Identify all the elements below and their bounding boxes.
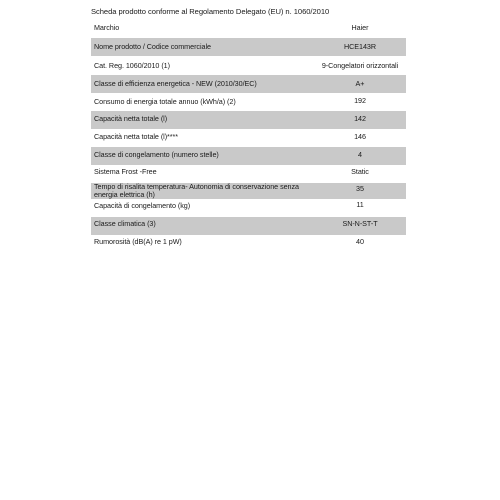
row-label: Nome prodotto / Codice commerciale (94, 42, 211, 51)
row-value: A+ (355, 79, 365, 88)
table-row (91, 183, 406, 199)
row-label: Classe climatica (3) (94, 219, 156, 228)
table-row (91, 38, 406, 56)
row-value: HCE143R (343, 42, 376, 51)
row-value: 40 (356, 237, 364, 246)
row-value: Haier (351, 23, 369, 32)
row-label: Capacità netta totale (l) (94, 114, 168, 123)
row-label: Classe di congelamento (numero stelle) (94, 150, 219, 159)
table-row (91, 235, 406, 253)
row-label: Classe di efficienza energetica - NEW (2010/30/EC) (94, 79, 257, 88)
row-label: Capacità di congelamento (kg) (94, 201, 191, 210)
document-title: Scheda prodotto conforme al Regolamento Delegato (EU) n. 1060/2010 (91, 7, 330, 16)
row-value: 142 (354, 114, 366, 123)
table-row (91, 165, 406, 183)
row-label: Rumorosità (dB(A) re 1 pW) (94, 237, 182, 246)
row-value: 146 (354, 132, 366, 141)
table-row (91, 199, 406, 217)
row-value: SN-N-ST-T (342, 219, 378, 228)
table-row (91, 147, 406, 165)
row-value: 11 (356, 200, 364, 209)
row-value: 192 (354, 96, 366, 105)
row-label: Cat. Reg. 1060/2010 (1) (94, 61, 170, 70)
table-row (91, 75, 406, 93)
table-row (91, 20, 406, 37)
row-label: Capacità netta totale (l)**** (94, 132, 179, 141)
row-label: Sistema Frost -Free (94, 167, 157, 176)
table-row (91, 129, 406, 147)
row-value: 35 (356, 184, 364, 193)
row-value: 9-Congelatori orizzontali (321, 61, 399, 70)
row-label: Marchio (94, 23, 120, 32)
table-row (91, 93, 406, 111)
row-label: Consumo di energia totale annuo (kWh/a) (2) (94, 97, 236, 106)
row-value: Static (351, 167, 369, 176)
table-row (91, 217, 406, 235)
row-value: 4 (358, 150, 362, 159)
row-label: Tempo di risalita temperatura- Autonomia di conservazione senza energia elettrica (h) (94, 182, 299, 199)
table-row (91, 57, 406, 75)
table-row (91, 111, 406, 129)
